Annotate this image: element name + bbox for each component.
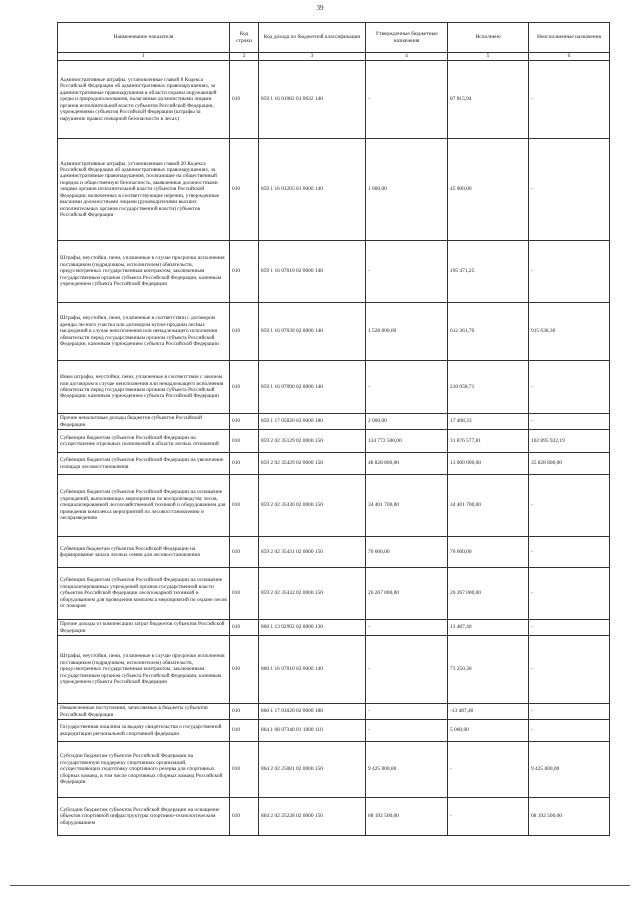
row-approved: - — [366, 636, 448, 704]
row-line-code: 010 — [230, 430, 259, 453]
row-approved: - — [366, 720, 448, 742]
table-row — [58, 636, 610, 704]
table-row — [58, 241, 610, 303]
col-number: 5 — [448, 53, 529, 61]
row-name: Прочие доходы от компенсации затрат бюджетов субъектов Российской Федерации — [58, 620, 230, 636]
row-unexecuted: 915 638,30 — [529, 303, 610, 361]
table-header-row — [58, 23, 610, 53]
table-row — [58, 568, 610, 620]
row-income-code: 859 2 02 35129 02 0000 150 — [259, 430, 366, 453]
row-line-code: 010 — [230, 720, 259, 742]
row-executed: 612 361,70 — [448, 303, 529, 361]
row-line-code: 010 — [230, 568, 259, 620]
row-line-code: 010 — [230, 139, 259, 241]
row-unexecuted: - — [529, 414, 610, 430]
header-name: Наименование показателя — [58, 23, 230, 53]
row-approved: 70 600,00 — [366, 537, 448, 568]
row-unexecuted: - — [529, 720, 610, 742]
row-name: Невыясненные поступления, зачисляемые в бюджеты субъектов Российской Федерации — [58, 704, 230, 720]
row-income-code: 859 1 17 05020 02 0000 180 — [259, 414, 366, 430]
row-line-code: 010 — [230, 742, 259, 798]
row-approved: - — [366, 704, 448, 720]
row-executed: 45 000,00 — [448, 139, 529, 241]
table-row — [58, 453, 610, 475]
row-executed: -13 487,40 — [448, 704, 529, 720]
row-approved: - — [366, 361, 448, 414]
row-unexecuted: - — [529, 704, 610, 720]
row-unexecuted: - — [529, 361, 610, 414]
row-name: Штрафы, неустойки, пени, уплаченные в соответствии с договором аренды лесного участка или договором купли-продажи лесных насаждений в случае неисполнения или ненадлежащего исполнения обязательств перед государственным органом субъекта Российской Федерации, казенным учреждением субъекта Российской Федерации — [58, 303, 230, 361]
header-approved: Утвержденные бюджетные назначения — [366, 23, 448, 53]
row-name: Иные штрафы, неустойки, пени, уплаченные в соответствии с законом или договором в случае неисполнения или ненадлежащего исполнения обязательств перед государственным органом субъекта Российской Федерации, казенным учреждением субъекта Российской Федерации — [58, 361, 230, 414]
row-line-code: 010 — [230, 61, 259, 139]
row-income-code: 864 2 02 25081 02 0000 150 — [259, 742, 366, 798]
row-income-code: 859 1 16 07030 02 0000 140 — [259, 303, 366, 361]
row-unexecuted: - — [529, 61, 610, 139]
table-row — [58, 361, 610, 414]
row-executed: 26 267 000,00 — [448, 568, 529, 620]
col-number: 1 — [58, 53, 230, 61]
row-approved: 34 401 700,00 — [366, 475, 448, 537]
table-row — [58, 430, 610, 453]
row-line-code: 010 — [230, 303, 259, 361]
row-line-code: 010 — [230, 475, 259, 537]
row-unexecuted: 9 425 000,00 — [529, 742, 610, 798]
row-income-code: 860 1 16 07010 02 0000 140 — [259, 636, 366, 704]
row-income-code: 859 1 16 07010 02 0000 140 — [259, 241, 366, 303]
row-executed: 73 250,36 — [448, 636, 529, 704]
row-unexecuted: - — [529, 537, 610, 568]
table-row — [58, 704, 610, 720]
table-row — [58, 414, 610, 430]
col-number: 2 — [230, 53, 259, 61]
table-body — [58, 61, 610, 836]
row-income-code: 859 1 16 07090 02 0000 140 — [259, 361, 366, 414]
table-row — [58, 303, 610, 361]
row-unexecuted: 35 828 800,00 — [529, 453, 610, 475]
row-income-code: 864 1 08 07340 01 1000 110 — [259, 720, 366, 742]
header-income-code: Код дохода по бюджетной классификации — [259, 23, 366, 53]
table-row — [58, 720, 610, 742]
row-unexecuted: - — [529, 139, 610, 241]
row-approved: 48 828 800,00 — [366, 453, 448, 475]
row-executed: 13 000 000,00 — [448, 453, 529, 475]
header-line-code: Код строки — [230, 23, 259, 53]
row-income-code: 859 1 16 01205 01 0000 140 — [259, 139, 366, 241]
table-row — [58, 742, 610, 798]
row-executed: 13 487,40 — [448, 620, 529, 636]
col-number: 4 — [366, 53, 448, 61]
table-row — [58, 620, 610, 636]
table-row — [58, 798, 610, 836]
row-unexecuted: - — [529, 620, 610, 636]
row-approved: 26 267 000,00 — [366, 568, 448, 620]
row-name: Субсидии бюджетам субъектов Российской Федерации на государственную поддержку спортивных организаций, осуществляющих подготовку спортивного резерва для спортивных сборных команд, в том числе спортивных сборных команд Российской Федерации — [58, 742, 230, 798]
row-unexecuted: - — [529, 568, 610, 620]
row-line-code: 010 — [230, 453, 259, 475]
row-name: Государственная пошлина за выдачу свидетельства о государственной аккредитации региональной спортивной федерации — [58, 720, 230, 742]
row-name: Административные штрафы, установленные главой 20 Кодекса Российской Федерации об административных правонарушениях, за административные правонарушения, посягающие на общественный порядок и общественную безопасность, выявленные должностными лицами органов исполнительной власти субъектов Российской Федерации, включенных в соответствующие перечни, утвержденные высшими должностными лицами (руководителями высших исполнительных органов государственной власти) субъектов Российской Федерации — [58, 139, 230, 241]
row-line-code: 010 — [230, 537, 259, 568]
row-income-code: 859 2 02 35431 02 0000 150 — [259, 537, 366, 568]
budget-income-table — [57, 22, 610, 836]
row-name: Субвенция бюджетам субъектов Российской Федерации на формирование запаса лесных семян для лесовосстановления — [58, 537, 230, 568]
row-approved: 1 528 000,00 — [366, 303, 448, 361]
row-line-code: 010 — [230, 414, 259, 430]
row-line-code: 010 — [230, 636, 259, 704]
row-name: Субвенции бюджетам субъектов Российской Федерации на увеличение площади лесовосстановления — [58, 453, 230, 475]
row-name: Административные штрафы, установленные главой 8 Кодекса Российской Федерации об административных правонарушениях, за административные правонарушения в области охраны окружающей среды и природопользования, налагаемые должностными лицами органов исполнительной власти субъектов Российской Федерации, учреждениями субъектов Российской Федерации (штрафы за нарушение правил пожарной безопасности в лесах) — [58, 61, 230, 139]
row-name: Субвенции бюджетам субъектов Российской Федерации на оснащение специализированных учреждений органов государственной власти субъектов Российской Федерации лесопожарной техникой и оборудованием для проведения комплекса мероприятий по охране лесов от пожаров — [58, 568, 230, 620]
header-executed: Исполнено — [448, 23, 529, 53]
row-name: Субвенции бюджетам субъектов Российской Федерации на оснащение учреждений, выполняющих мероприятия по воспроизводству лесов, специализированной лесохозяйственной техникой и оборудованием для проведения комплекса мероприятий по лесовосстановлению и лесоразведению — [58, 475, 230, 537]
row-executed: - — [448, 798, 529, 836]
row-approved: 2 000,00 — [366, 414, 448, 430]
col-number: 3 — [259, 53, 366, 61]
row-income-code: 859 2 02 35430 02 0000 150 — [259, 475, 366, 537]
page-number: 39 — [316, 4, 324, 12]
row-name: Прочие неналоговые доходы бюджетов субъектов Российской Федерации — [58, 414, 230, 430]
row-unexecuted: 68 192 500,00 — [529, 798, 610, 836]
footer-divider — [10, 885, 630, 886]
table-row — [58, 475, 610, 537]
row-income-code: 864 2 02 25228 02 0000 150 — [259, 798, 366, 836]
row-line-code: 010 — [230, 241, 259, 303]
row-executed: 31 876 577,81 — [448, 430, 529, 453]
table-row — [58, 139, 610, 241]
row-income-code: 860 1 13 02992 02 0000 130 — [259, 620, 366, 636]
row-executed: 210 058,71 — [448, 361, 529, 414]
row-approved: 9 425 000,00 — [366, 742, 448, 798]
row-name: Штрафы, неустойки, пени, уплаченные в случае просрочки исполнения поставщиком (подрядчиком, исполнителем) обязательств, предусмотренных государственным контрактом, заключенным государственным органом субъекта Российской Федерации, казенным учреждением субъекта Российской Федерации — [58, 241, 230, 303]
col-number: 6 — [529, 53, 610, 61]
row-executed: 5 000,00 — [448, 720, 529, 742]
row-income-code: 859 2 02 35432 02 0000 150 — [259, 568, 366, 620]
row-executed: 195 471,25 — [448, 241, 529, 303]
row-executed: 70 600,00 — [448, 537, 529, 568]
row-line-code: 010 — [230, 798, 259, 836]
row-line-code: 010 — [230, 620, 259, 636]
column-number-row — [58, 53, 610, 61]
row-executed: 34 401 700,00 — [448, 475, 529, 537]
row-name: Субвенции бюджетам субъектов Российской Федерации на осуществление отдельных полномочий в области лесных отношений — [58, 430, 230, 453]
row-name: Штрафы, неустойки, пени, уплаченные в случае просрочки исполнения поставщиком (подрядчиком, исполнителем) обязательств, предусмотренных государственным контрактом, заключенным государственным органом субъекта Российской Федерации, казенным учреждением субъекта Российской Федерации — [58, 636, 230, 704]
table-row — [58, 537, 610, 568]
row-approved: - — [366, 61, 448, 139]
row-approved: 134 772 500,00 — [366, 430, 448, 453]
row-name: Субсидии бюджетам субъектов Российской Федерации на оснащение объектов спортивной инфраструктуры спортивно-технологическим оборудованием — [58, 798, 230, 836]
row-income-code: 859 2 02 35429 02 0000 150 — [259, 453, 366, 475]
row-approved: 68 192 500,00 — [366, 798, 448, 836]
row-unexecuted: 102 895 922,19 — [529, 430, 610, 453]
row-unexecuted: - — [529, 241, 610, 303]
row-line-code: 010 — [230, 704, 259, 720]
row-approved: 1 000,00 — [366, 139, 448, 241]
row-executed: - — [448, 742, 529, 798]
row-executed: 87 815,94 — [448, 61, 529, 139]
table-row — [58, 61, 610, 139]
row-unexecuted: - — [529, 636, 610, 704]
row-line-code: 010 — [230, 361, 259, 414]
row-income-code: 859 1 16 01082 01 0032 140 — [259, 61, 366, 139]
row-approved: - — [366, 241, 448, 303]
row-unexecuted: - — [529, 475, 610, 537]
row-income-code: 860 1 17 01020 02 0000 180 — [259, 704, 366, 720]
row-approved: - — [366, 620, 448, 636]
header-unexecuted: Неисполненные назначения — [529, 23, 610, 53]
row-executed: 17 408,33 — [448, 414, 529, 430]
